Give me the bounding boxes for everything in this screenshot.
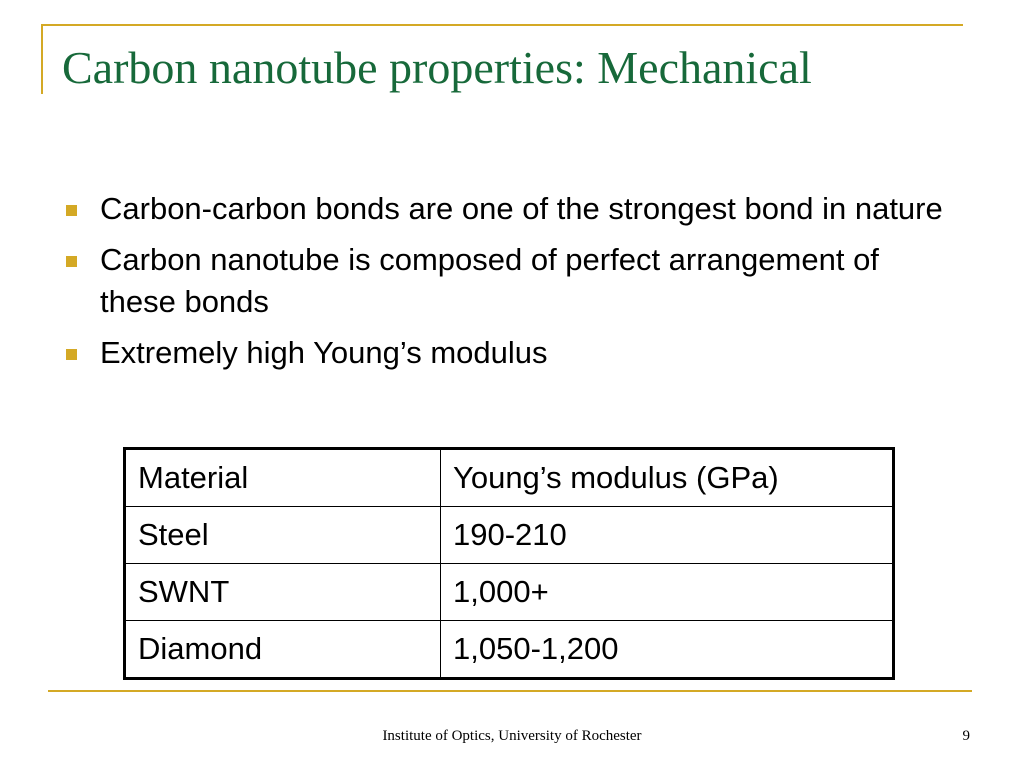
table-cell-material: SWNT [125, 564, 441, 621]
table-cell-material: Steel [125, 507, 441, 564]
bullet-item [60, 188, 960, 230]
square-bullet-icon [66, 205, 77, 216]
slide-title: Carbon nanotube properties: Mechanical [62, 42, 812, 93]
footer-text: Institute of Optics, University of Rochester [382, 728, 642, 744]
page-number: 9 [962, 728, 970, 744]
square-bullet-icon [66, 349, 77, 360]
table-header-row [125, 449, 894, 507]
table-row [125, 507, 894, 564]
header-cell-material: Material [125, 449, 441, 507]
square-bullet-icon [66, 256, 77, 267]
table-row [125, 621, 894, 679]
table-cell-modulus: 190-210 [441, 507, 894, 564]
youngs-modulus-table [123, 447, 895, 680]
left-rule [41, 24, 43, 94]
footer-rule [48, 690, 972, 692]
bullet-text: Carbon-carbon bonds are one of the strongest bond in nature [100, 191, 943, 226]
bullet-text: Extremely high Young’s modulus [100, 335, 548, 370]
bullet-text: Carbon nanotube is composed of perfect arrangement of these bonds [100, 242, 879, 319]
bullet-list [60, 188, 960, 383]
header-cell-youngs-modulus: Young’s modulus (GPa) [441, 449, 894, 507]
bullet-item [60, 332, 960, 374]
bullet-item [60, 239, 960, 323]
table-row [125, 564, 894, 621]
table-cell-material: Diamond [125, 621, 441, 679]
table-cell-modulus: 1,050-1,200 [441, 621, 894, 679]
top-rule [41, 24, 963, 26]
table-cell-modulus: 1,000+ [441, 564, 894, 621]
